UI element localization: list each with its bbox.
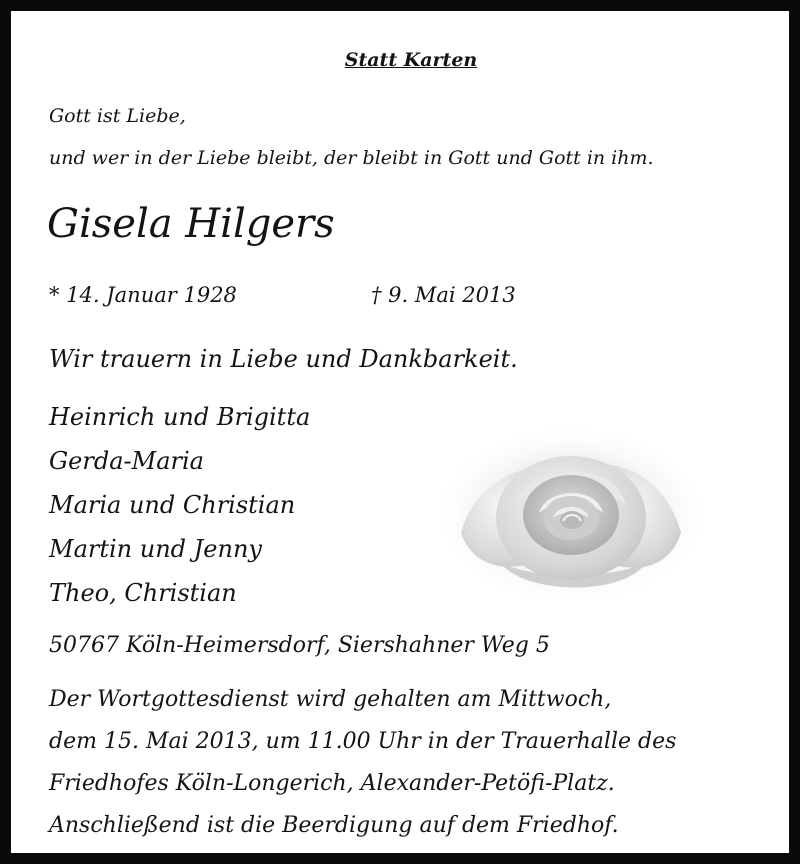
death-date: † 9. Mai 2013 [371,283,516,307]
birth-date: * 14. Januar 1928 [49,283,237,307]
verse-line-1: Gott ist Liebe, [49,105,186,127]
family-member: Theo, Christian [49,579,237,607]
rose-image [431,423,701,603]
header-statt-karten: Statt Karten [344,49,478,71]
verse-line-2: und wer in der Liebe bleibt, der bleibt in Gott und Gott in ihm. [49,147,654,169]
family-member: Gerda-Maria [49,447,204,475]
service-line: Anschließend ist die Beerdigung auf dem Friedhof. [49,813,619,838]
family-member: Heinrich und Brigitta [49,403,311,431]
mourning-line: Wir trauern in Liebe und Dankbarkeit. [49,345,518,373]
deceased-name: Gisela Hilgers [47,201,335,247]
service-line: Friedhofes Köln-Longerich, Alexander-Petöfi-Platz. [49,771,615,796]
family-member: Martin und Jenny [49,535,262,563]
service-line: dem 15. Mai 2013, um 11.00 Uhr in der Trauerhalle des [49,729,677,754]
family-member: Maria und Christian [49,491,296,519]
service-line: Der Wortgottesdienst wird gehalten am Mittwoch, [49,687,612,712]
address-line: 50767 Köln-Heimersdorf, Siershahner Weg 5 [49,633,550,658]
